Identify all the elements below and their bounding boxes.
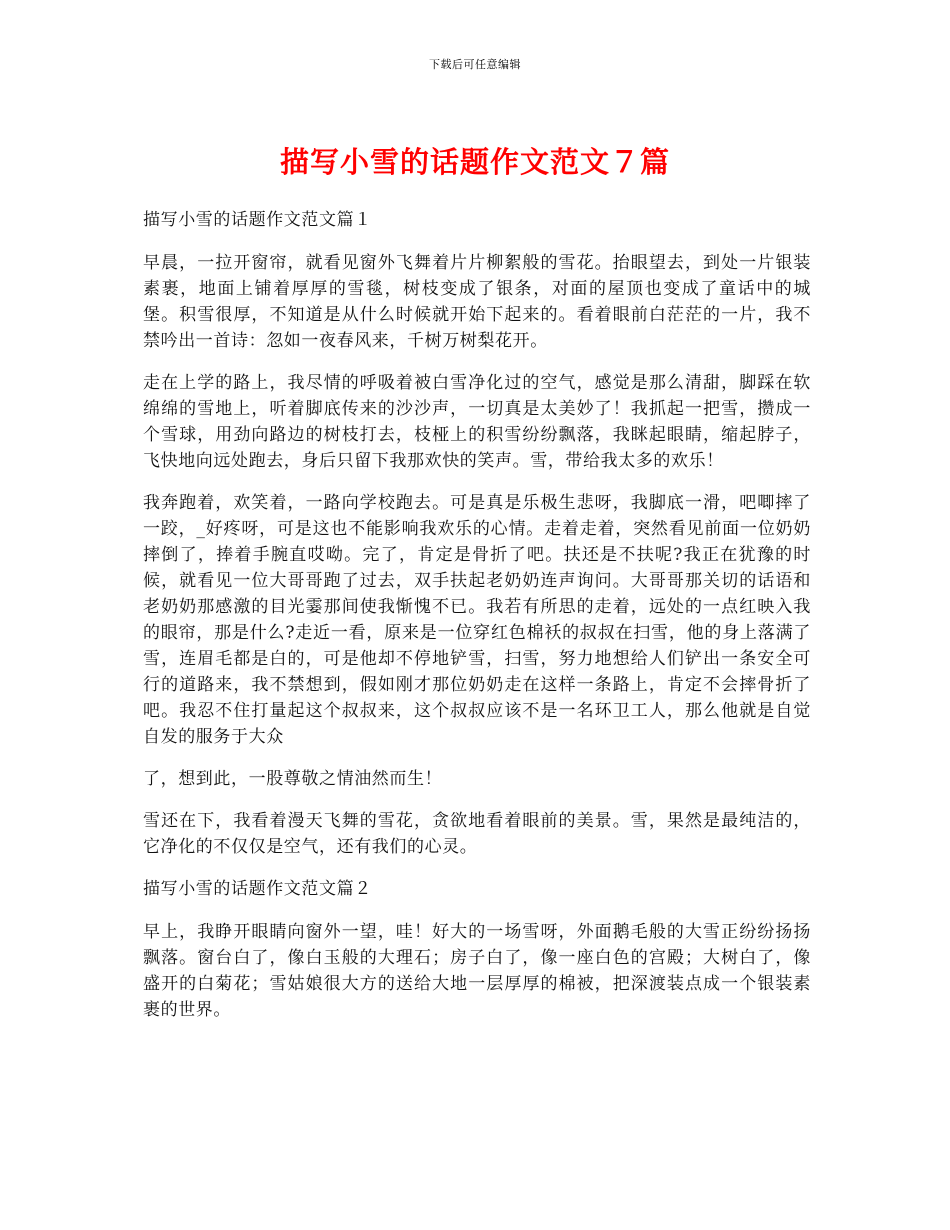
document-title: 描写小雪的话题作文范文７篇 <box>279 145 670 179</box>
paragraph: 走在上学的路上，我尽情的呼吸着被白雪净化过的空气，感觉是那么清甜，脚踩在软绵绵的雪地上，听着脚底传来的沙沙声，一切真是太美妙了！我抓起一把雪，攒成一个雪球，用劲向路边的树枝打去，枝桠上的积雪纷纷飘落，我眯起眼睛，缩起脖子，飞快地向远处跑去，身后只留下我那欢快的笑声。雪，带给我太多的欢乐！ <box>143 373 811 471</box>
paragraph: 了，想到此，一股尊敬之情油然而生！ <box>143 769 443 789</box>
document-body <box>143 207 811 1039</box>
paragraph: 雪还在下，我看着漫天飞舞的雪花，贪欲地看着眼前的美景。雪，果然是最纯洁的，它净化的不仅仅是空气，还有我们的心灵。 <box>143 811 811 857</box>
paragraph: 早上，我睁开眼睛向窗外一望，哇！好大的一场雪呀，外面鹅毛般的大雪正纷纷扬扬飘落。窗台白了，像白玉般的大理石；房子白了，像一座白色的宫殿；大树白了，像盛开的白菊花；雪姑娘很大方的送给大地一层厚厚的棉被，把深渡装点成一个银装素裹的世界。 <box>143 922 811 1020</box>
header-note: 下载后可任意编辑 <box>429 58 521 71</box>
section-heading: 描写小雪的话题作文范文篇２ <box>143 879 372 899</box>
paragraph: 早晨，一拉开窗帘，就看见窗外飞舞着片片柳絮般的雪花。抬眼望去，到处一片银装素裹，地面上铺着厚厚的雪毯，树枝变成了银条，对面的屋顶也变成了童话中的城堡。积雪很厚，不知道是从什么时候就开始下起来的。看着眼前白茫茫的一片，我不禁吟出一首诗：忽如一夜春风来，千树万树梨花开。 <box>143 253 811 351</box>
paragraph: 我奔跑着，欢笑着，一路向学校跑去。可是真是乐极生悲呀，我脚底一滑，吧唧摔了一跤，_好疼呀，可是这也不能影响我欢乐的心情。走着走着，突然看见前面一位奶奶摔倒了，捧着手腕直哎呦。完了，肯定是骨折了吧。扶还是不扶呢?我正在犹豫的时候，就看见一位大哥哥跑了过去，双手扶起老奶奶连声询问。大哥哥那关切的话语和老奶奶那感激的目光霎那间使我惭愧不已。我若有所思的走着，远处的一点红映入我的眼帘，那是什么?走近一看，原来是一位穿红色棉袄的叔叔在扫雪，他的身上落满了雪，连眉毛都是白的，可是他却不停地铲雪，扫雪，努力地想给人们铲出一条安全可行的道路来，我不禁想到，假如刚才那位奶奶走在这样一条路上，肯定不会摔骨折了吧。我忍不住打量起这个叔叔来，这个叔叔应该不是一名环卫工人，那么他就是自觉自发的服务于大众 <box>143 493 811 747</box>
section-heading: 描写小雪的话题作文范文篇１ <box>143 210 372 230</box>
